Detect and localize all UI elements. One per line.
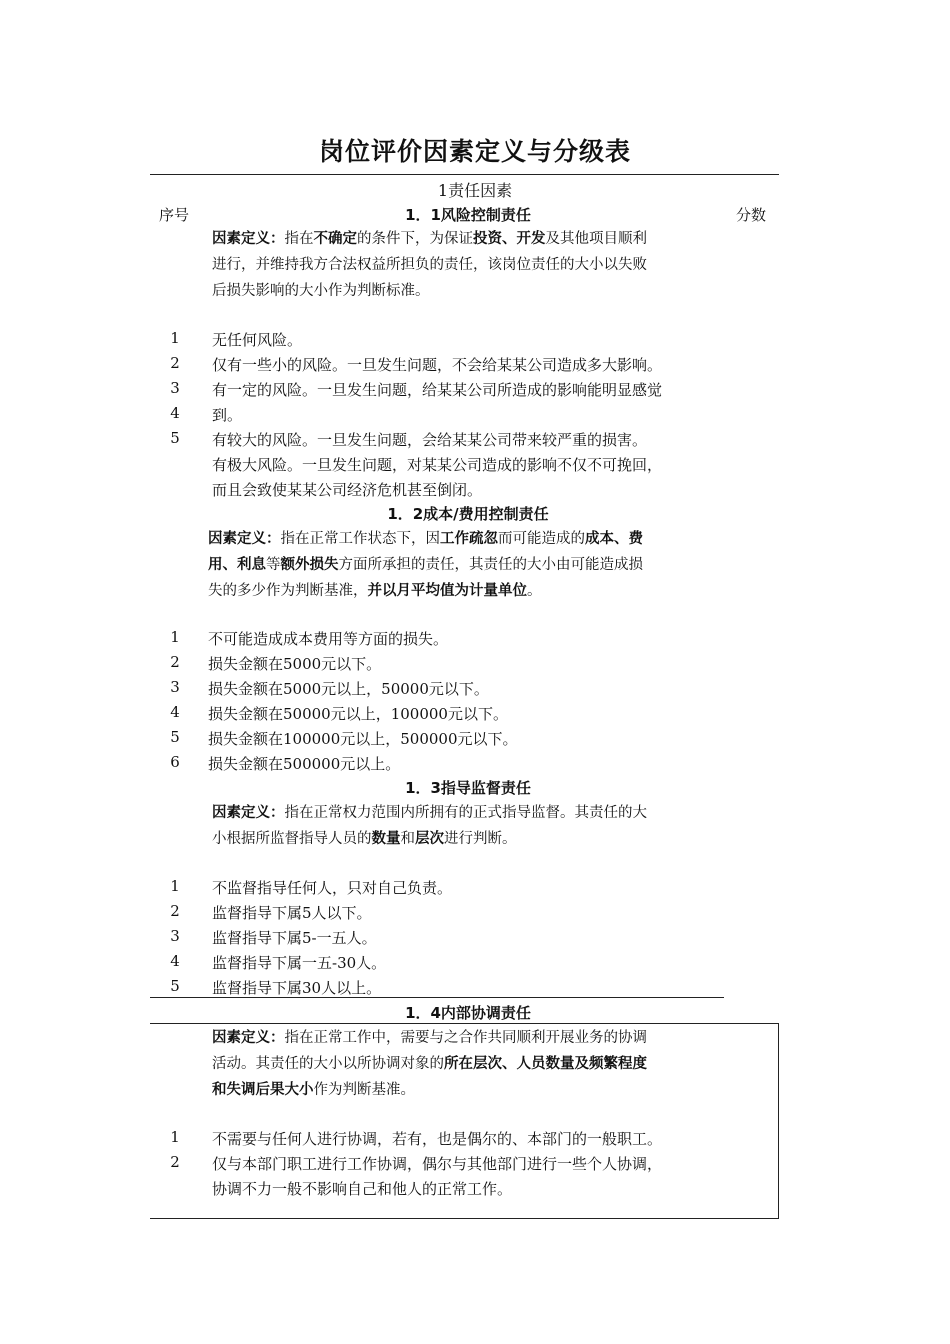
- definition-emphasis: 所在层次、人员数量及频繁程度: [444, 1056, 647, 1072]
- column-header-score: 分数: [736, 206, 767, 224]
- level-description: 而且会致使某某公司经济危机甚至倒闭。: [212, 481, 483, 499]
- definition-text: 指在: [284, 231, 314, 247]
- level-number: 3: [170, 379, 180, 397]
- level-number: 4: [170, 404, 180, 422]
- definition-text: 。: [527, 583, 542, 599]
- level-description: 监督指导下属一五-30人。: [212, 954, 387, 972]
- level-description: 到。: [212, 406, 243, 424]
- definition-text: 指在正常工作状态下，因: [280, 531, 440, 547]
- level-number: 1: [170, 877, 180, 895]
- box-top-border: [150, 1023, 779, 1024]
- factor-1-1-definition-line-3: 后损失影响的大小作为判断标准。: [212, 283, 430, 299]
- level-description: 损失金额在5000元以下。: [208, 655, 382, 673]
- factor-1-4-definition-line-1: [212, 1025, 647, 1051]
- factor-1-4-definition-line-2: [212, 1051, 647, 1077]
- level-number: 5: [170, 728, 180, 746]
- box-right-border: [778, 1023, 779, 1219]
- level-description: 有极大风险。一旦发生问题，对某某公司造成的影响不仅不可挽回，: [212, 456, 663, 474]
- definition-emphasis: 不确定: [313, 231, 357, 247]
- level-description: 不需要与任何人进行协调，若有，也是偶尔的、本部门的一般职工。: [212, 1130, 663, 1148]
- definition-label: 因素定义：: [212, 231, 285, 247]
- level-number: 6: [170, 753, 180, 771]
- factor-1-4-definition-line-3: [212, 1077, 415, 1103]
- level-description: 损失金额在50000元以上，100000元以下。: [208, 705, 508, 723]
- level-number: 3: [170, 678, 180, 696]
- definition-text: 指在正常权力范围内所拥有的正式指导监督。其责任的大: [284, 805, 647, 821]
- definition-text: 和: [400, 831, 415, 847]
- definition-text: 失的多少作为判断基准，: [208, 583, 368, 599]
- section-divider: [150, 997, 724, 998]
- level-number: 5: [170, 429, 180, 447]
- level-description: 仅有一些小的风险。一旦发生问题，不会给某某公司造成多大影响。: [212, 356, 663, 374]
- level-description: 有较大的风险。一旦发生问题，会给某某公司带来较严重的损害。: [212, 431, 648, 449]
- level-number: 3: [170, 927, 180, 945]
- level-number: 2: [170, 902, 180, 920]
- definition-text: 及其他项目顺利: [545, 231, 647, 247]
- definition-text: 活动。其责任的大小以所协调对象的: [212, 1056, 444, 1072]
- level-number: 2: [170, 1153, 180, 1171]
- definition-text: 作为判断基准。: [313, 1082, 415, 1098]
- definition-label: 因素定义：: [212, 805, 285, 821]
- factor-1-2-definition-line-3: [208, 578, 542, 604]
- definition-text: 的条件下，为保证: [357, 231, 473, 247]
- definition-label: 因素定义：: [208, 531, 281, 547]
- definition-emphasis: 成本、费: [585, 531, 643, 547]
- factor-1-1-definition-line-1: [212, 226, 647, 252]
- level-number: 5: [170, 977, 180, 995]
- level-description: 监督指导下属5人以下。: [212, 904, 372, 922]
- top-rule: [150, 174, 779, 175]
- definition-emphasis: 额外损失: [280, 557, 339, 573]
- definition-emphasis: 和失调后果大小: [212, 1082, 314, 1098]
- definition-text: 方面所承担的责任，其责任的大小由可能造成损: [338, 557, 643, 573]
- definition-emphasis: 工作疏忽: [440, 531, 498, 547]
- section-title: 1责任因素: [437, 181, 513, 200]
- level-description: 监督指导下属30人以上。: [212, 979, 382, 997]
- level-description: 监督指导下属5-一五人。: [212, 929, 377, 947]
- level-number: 4: [170, 952, 180, 970]
- level-description: 损失金额在5000元以上，50000元以下。: [208, 680, 489, 698]
- definition-label: 因素定义：: [212, 1030, 285, 1046]
- level-description: 损失金额在500000元以上。: [208, 755, 401, 773]
- factor-1-1-title: 1．1风险控制责任: [405, 206, 531, 224]
- definition-text: 指在正常工作中，需要与之合作共同顺利开展业务的协调: [284, 1030, 647, 1046]
- definition-text: 等: [266, 557, 281, 573]
- factor-1-3-definition-line-2: [212, 826, 517, 852]
- level-description: 仅与本部门职工进行工作协调，偶尔与其他部门进行一些个人协调，: [212, 1155, 663, 1173]
- level-description: 无任何风险。: [212, 331, 303, 349]
- definition-emphasis: 层次: [415, 831, 444, 847]
- level-description: 损失金额在100000元以上，500000元以下。: [208, 730, 518, 748]
- definition-text: 而可能造成的: [498, 531, 585, 547]
- factor-1-4-title: 1．4内部协调责任: [405, 1004, 531, 1022]
- definition-emphasis: 用、利息: [208, 557, 266, 573]
- factor-1-3-title: 1．3指导监督责任: [405, 779, 531, 797]
- column-header-index: 序号: [159, 206, 190, 224]
- definition-text: 进行判断。: [444, 831, 517, 847]
- definition-emphasis: 数量: [371, 831, 401, 847]
- factor-1-1-definition-line-2: 进行，并维持我方合法权益所担负的责任，该岗位责任的大小以失败: [212, 257, 647, 273]
- level-description: 不监督指导任何人，只对自己负责。: [212, 879, 453, 897]
- level-number: 1: [170, 1128, 180, 1146]
- level-description: 不可能造成成本费用等方面的损失。: [208, 630, 449, 648]
- level-description: 有一定的风险。一旦发生问题，给某某公司所造成的影响能明显感觉: [212, 381, 663, 399]
- factor-1-3-definition-line-1: [212, 800, 647, 826]
- level-number: 4: [170, 703, 180, 721]
- level-number: 1: [170, 628, 180, 646]
- definition-emphasis: 投资、开发: [473, 231, 546, 247]
- level-number: 2: [170, 653, 180, 671]
- factor-1-2-title: 1．2成本/费用控制责任: [387, 505, 549, 523]
- page-title: 岗位评价因素定义与分级表: [318, 137, 631, 166]
- box-bottom-border: [150, 1218, 779, 1219]
- definition-text: 小根据所监督指导人员的: [212, 831, 372, 847]
- definition-emphasis: 并以月平均值为计量单位: [367, 583, 527, 599]
- level-number: 1: [170, 329, 180, 347]
- factor-1-2-definition-line-1: [208, 526, 643, 552]
- level-number: 2: [170, 354, 180, 372]
- factor-1-2-definition-line-2: [208, 552, 643, 578]
- level-description: 协调不力一般不影响自己和他人的正常工作。: [212, 1180, 513, 1198]
